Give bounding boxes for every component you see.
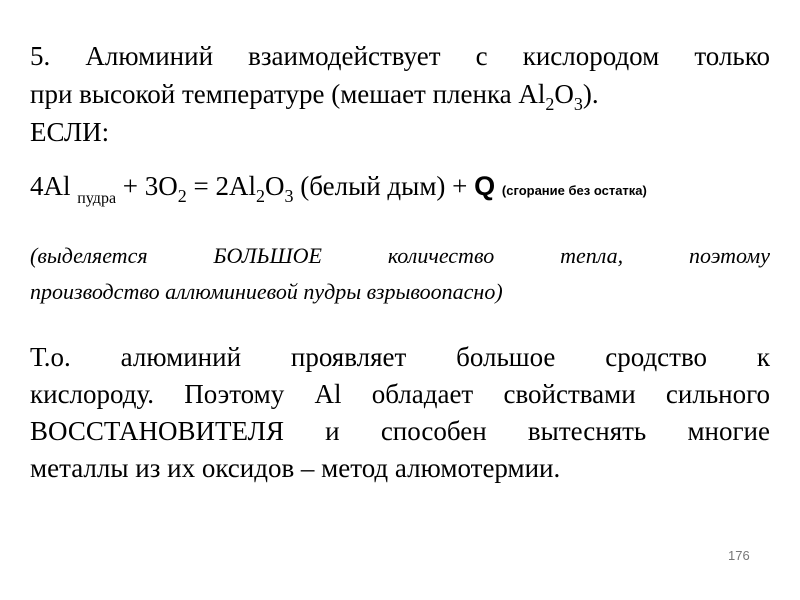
conclusion-line-2: кислороду. Поэтому Al обладает свойствами сильного <box>30 379 770 409</box>
point-5-line-2 <box>30 75 770 113</box>
powder-subscript: пудра <box>77 190 117 207</box>
conclusion-line-4: металлы из их оксидов – метод алюмотермии. <box>30 453 561 483</box>
if-heading: ЕСЛИ: <box>30 117 110 147</box>
white-smoke-text: (белый дым) + <box>293 171 475 201</box>
heat-note-line-2: производство аллюминиевой пудры взрывоопасно) <box>30 279 503 304</box>
point-5-line-2-text: при высокой температуре (мешает пленка Al <box>30 79 546 109</box>
equals-product: = 2Al <box>186 171 257 201</box>
conclusion-line-3: ВОССТАНОВИТЕЛЯ и способен вытеснять многие <box>30 416 770 446</box>
point-5-line-1: 5. Алюминий взаимодействует с кислородом только <box>30 41 770 71</box>
product-al-subscript: 2 <box>256 186 266 206</box>
al2o3-subscript-2: 2 <box>545 94 555 114</box>
product-o-subscript: 3 <box>284 186 294 206</box>
point-5-paragraph <box>30 37 770 151</box>
page-number: 176 <box>728 548 750 563</box>
conclusion-paragraph <box>30 339 770 487</box>
al2o3-oxygen: O <box>554 79 574 109</box>
reactant-aluminum: 4Al <box>30 171 71 201</box>
point-5-line-2-end: ). <box>582 79 599 109</box>
conclusion-line-1: Т.о. алюминий проявляет большое сродство к <box>30 342 770 372</box>
heat-note-paragraph <box>30 238 770 310</box>
plus-oxygen: + 3O <box>116 171 178 201</box>
reaction-equation <box>30 167 790 210</box>
combustion-note: (сгорание без остатка) <box>501 183 647 198</box>
heat-q: Q <box>474 171 496 201</box>
al2o3-subscript-3: 3 <box>573 94 583 114</box>
heat-note-line-1: (выделяется БОЛЬШОЕ количество тепла, поэтому <box>30 243 770 268</box>
o2-subscript: 2 <box>177 186 187 206</box>
product-oxygen: O <box>265 171 285 201</box>
